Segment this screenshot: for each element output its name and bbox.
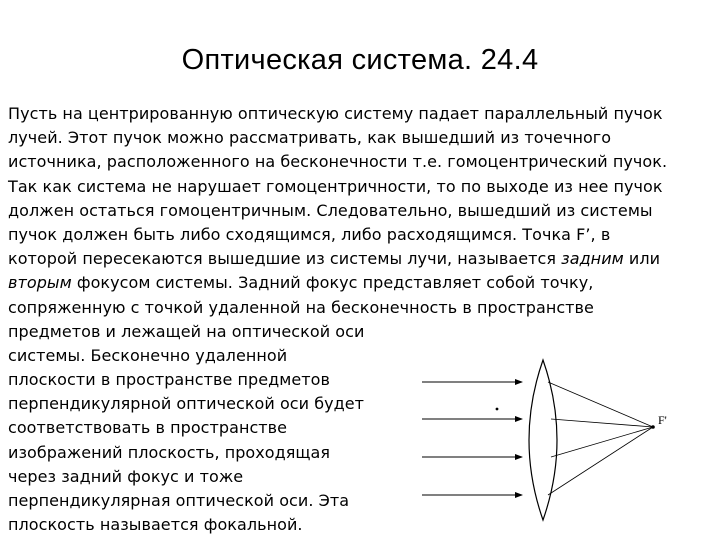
optical-focus-diagram xyxy=(410,355,700,525)
axis-dot xyxy=(496,408,499,411)
italic-term-zadnim: задним xyxy=(561,249,624,269)
text-line: перпендикулярной оптической оси будет xyxy=(8,394,365,414)
italic-term-vtorym: вторым xyxy=(8,273,72,293)
text-line: соответствовать в пространстве xyxy=(8,418,288,438)
converging-ray xyxy=(548,427,653,495)
text-line: пучок должен быть либо сходящимся, либо расходящимся. Точка F’, в xyxy=(8,224,611,244)
text-line: источника, расположенного на бесконечности т.е. гомоцентрический пучок. xyxy=(8,152,668,172)
text-line xyxy=(8,247,716,271)
text-line: плоскости в пространстве предметов xyxy=(8,370,330,390)
text-line xyxy=(8,271,716,295)
text-line: лучей. Этот пучок можно рассматривать, как вышедший из точечного xyxy=(8,128,612,148)
text-line: системы. Бесконечно удаленной xyxy=(8,345,288,365)
slide-title: Оптическая система. 24.4 xyxy=(181,44,539,76)
text-line: Так как система не нарушает гомоцентричности, то по выходе из нее пучок xyxy=(8,176,663,196)
focal-point xyxy=(651,425,655,429)
text-span: фокусом системы. Задний фокус представляет собой точку, xyxy=(71,273,594,293)
text-span: или xyxy=(623,249,661,269)
text-line: должен остаться гомоцентричным. Следовательно, вышедший из системы xyxy=(8,200,653,220)
text-line: через задний фокус и тоже xyxy=(8,466,244,486)
text-line: плоскость называется фокальной. xyxy=(8,515,303,535)
text-line: перпендикулярная оптической оси. Эта xyxy=(8,491,350,510)
text-span: которой пересекаются вышедшие из системы лучи, называется xyxy=(8,249,562,269)
text-line: изображений плоскость, проходящая xyxy=(8,442,331,462)
text-line: Пусть на центрированную оптическую систему падает параллельный пучок xyxy=(8,104,663,123)
text-line: сопряженную с точкой удаленной на бесконечность в пространстве xyxy=(8,297,594,317)
focus-label: F' xyxy=(658,413,667,427)
converging-ray xyxy=(551,427,653,457)
text-line: предметов и лежащей на оптической оси xyxy=(8,321,365,341)
